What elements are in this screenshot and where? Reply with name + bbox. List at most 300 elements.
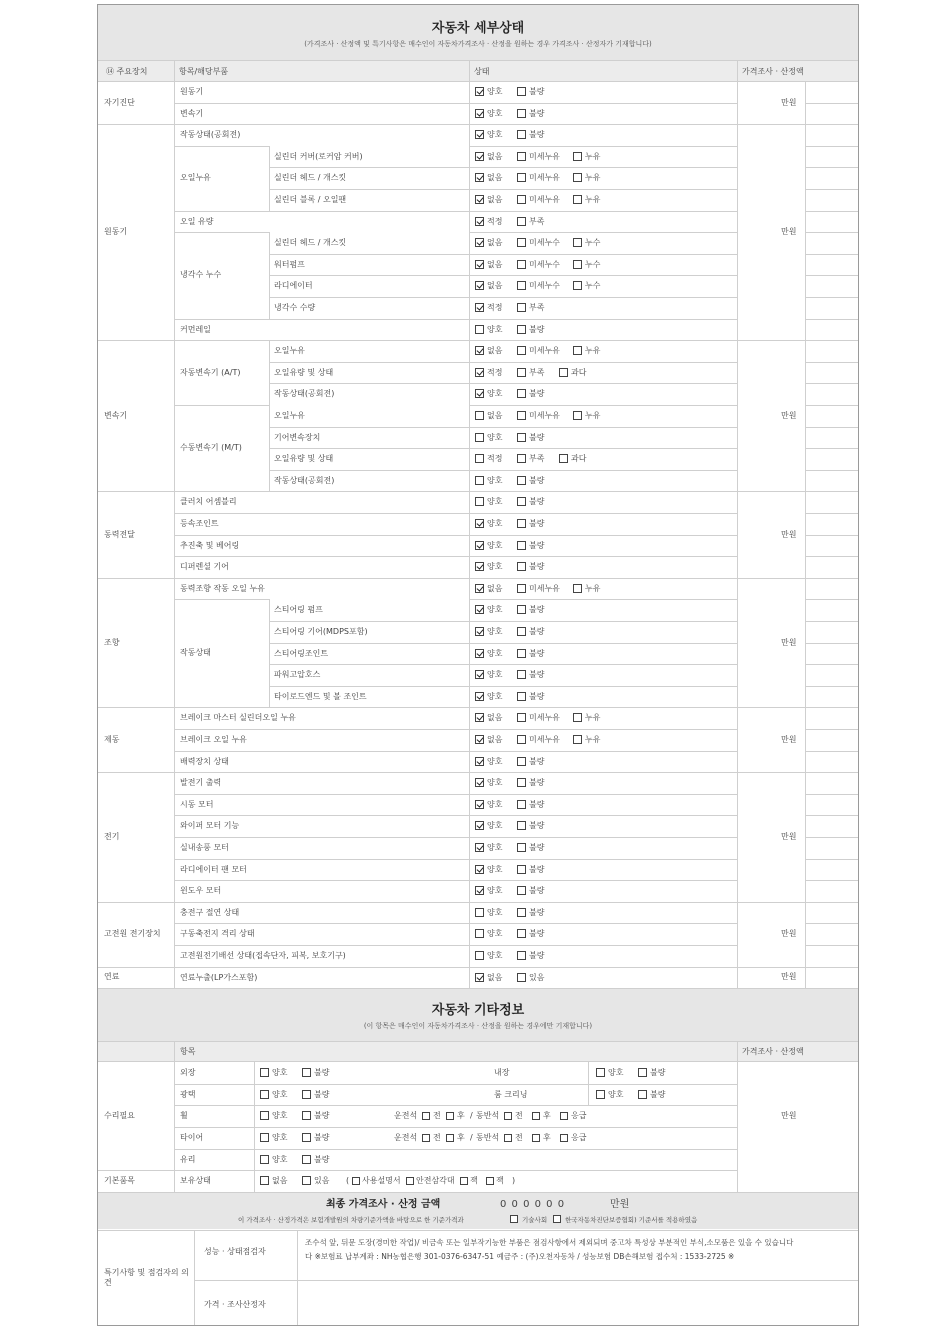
price-row-line <box>805 859 859 860</box>
option-label: 불량 <box>529 929 545 939</box>
checkbox-unchecked[interactable] <box>573 281 582 290</box>
checkbox-unchecked[interactable] <box>517 87 526 96</box>
sub-item-line <box>269 275 469 276</box>
option-label: 불량 <box>529 432 545 442</box>
etc-row-line <box>174 1105 737 1106</box>
sub-item-label: 라디에이터 <box>274 281 313 291</box>
basic-item-checkbox[interactable] <box>460 1177 468 1185</box>
etc-col-price: 가격조사 · 산정액 <box>742 1047 804 1057</box>
checkbox-unchecked[interactable] <box>475 454 484 463</box>
checkbox-checked[interactable] <box>475 800 484 809</box>
checkbox-checked[interactable] <box>475 152 484 161</box>
checkbox-unchecked[interactable] <box>517 411 526 420</box>
option-label: 없음 <box>487 151 503 161</box>
price-row-line <box>805 664 859 665</box>
inspector-label: 성능 · 상태점검자 <box>204 1246 266 1256</box>
item-label: 오일누유 <box>180 173 211 183</box>
price-row-line <box>805 427 859 428</box>
checkbox-unchecked[interactable] <box>517 130 526 139</box>
etc-title: 자동차 기타정보 <box>431 1003 525 1019</box>
checkbox-checked[interactable] <box>475 670 484 679</box>
checkbox-unchecked[interactable] <box>517 605 526 614</box>
price-row-line <box>805 448 859 449</box>
state-row-line <box>469 362 737 363</box>
item-group-line <box>174 923 469 924</box>
item-label: 시동 모터 <box>180 799 214 809</box>
sub-item-label: 오일누유 <box>274 411 305 420</box>
checkbox-checked[interactable] <box>475 238 484 247</box>
checkbox-unchecked[interactable] <box>517 260 526 269</box>
option-label: 양호 <box>487 648 503 658</box>
option-label: 미세누유 <box>529 735 560 744</box>
sub-item-label: 오일유량 및 상태 <box>274 454 334 464</box>
basic-item-checkbox[interactable] <box>352 1177 360 1185</box>
state-row-line <box>469 945 737 946</box>
checkbox-checked[interactable] <box>475 562 484 571</box>
state-row-line <box>469 448 737 449</box>
special-label: 특기사항 및 점검자의 의견 <box>104 1267 189 1287</box>
checkbox-unchecked[interactable] <box>573 238 582 247</box>
final-note-checkbox[interactable] <box>553 1215 561 1223</box>
state-row-line <box>469 664 737 665</box>
basic-item-label: 안전삼각대 <box>416 1176 455 1186</box>
state-row-line <box>469 729 737 730</box>
position-label: 동반석 <box>476 1111 500 1121</box>
price-row-line <box>805 643 859 644</box>
option-label: 불량 <box>314 1068 330 1078</box>
option-label: 부족 <box>529 367 545 377</box>
option-label: 양호 <box>487 87 503 96</box>
state-row-line <box>469 211 737 212</box>
checkbox-checked[interactable] <box>475 843 484 852</box>
checkbox-unchecked[interactable] <box>517 346 526 355</box>
checkbox-unchecked[interactable] <box>517 821 526 830</box>
checkbox-unchecked[interactable] <box>638 1068 647 1077</box>
state-row-line <box>469 751 737 752</box>
option-label: 불량 <box>529 627 545 636</box>
item-label: 연료누출(LP가스포함) <box>180 972 258 982</box>
option-label: 불량 <box>529 108 545 118</box>
etc-row-line <box>98 1170 737 1171</box>
checkbox-unchecked[interactable] <box>302 1176 311 1185</box>
option-label: 불량 <box>529 130 545 140</box>
checkbox-unchecked[interactable] <box>475 433 484 442</box>
option-label: 누수 <box>585 281 601 291</box>
checkbox-checked[interactable] <box>475 541 484 550</box>
checkbox-unchecked[interactable] <box>517 476 526 485</box>
position-checkbox[interactable] <box>422 1112 430 1120</box>
state-row-line <box>469 427 737 428</box>
final-note-opt2: 한국자동차진단보증협회) 기준서를 적용하였음 <box>565 1215 698 1224</box>
checkbox-checked[interactable] <box>475 281 484 290</box>
option-label: 양호 <box>272 1154 288 1164</box>
price-row-line <box>805 146 859 147</box>
checkbox-checked[interactable] <box>475 692 484 701</box>
page-subtitle: (가격조사 · 산정액 및 특기사항은 매수인이 자동차가격조사 · 산정을 원하는 경우 가격조사 · 산정자가 기재합니다) <box>304 40 652 48</box>
item-group-line <box>174 880 469 881</box>
checkbox-checked[interactable] <box>475 735 484 744</box>
checkbox-unchecked[interactable] <box>302 1090 311 1099</box>
sub-item-label: 실린더 블록 / 오일팬 <box>274 195 347 204</box>
option-label: 불량 <box>650 1068 666 1078</box>
special-sub-divider <box>297 1231 298 1325</box>
option-label: 누유 <box>585 173 601 183</box>
checkbox-checked[interactable] <box>475 821 484 830</box>
sub-item-line <box>269 643 469 644</box>
position-label: 후 <box>543 1133 551 1142</box>
checkbox-unchecked[interactable] <box>475 497 484 506</box>
state-row-line <box>469 880 737 881</box>
price-row-line <box>805 794 859 795</box>
checkbox-unchecked[interactable] <box>517 368 526 377</box>
state-row-line <box>469 621 737 622</box>
item-group-line <box>174 103 469 104</box>
checkbox-unchecked[interactable] <box>517 584 526 593</box>
checkbox-unchecked[interactable] <box>517 173 526 182</box>
checkbox-checked[interactable] <box>475 195 484 204</box>
sub-item-divider <box>269 146 270 211</box>
checkbox-unchecked[interactable] <box>260 1068 269 1077</box>
sub-item-line <box>269 189 469 190</box>
sub-item-label: 실린더 헤드 / 개스킷 <box>274 173 347 183</box>
option-label: 부족 <box>529 303 545 312</box>
position-checkbox[interactable] <box>560 1134 568 1142</box>
item-label: 와이퍼 모터 기능 <box>180 821 240 831</box>
item-group-line <box>174 945 469 946</box>
basic-item-checkbox[interactable] <box>486 1177 494 1185</box>
checkbox-unchecked[interactable] <box>475 908 484 917</box>
sub-item-label: 작동상태(공회전) <box>274 389 335 399</box>
checkbox-unchecked[interactable] <box>302 1133 311 1142</box>
section-label: 자기진단 <box>104 97 135 107</box>
checkbox-checked[interactable] <box>475 757 484 766</box>
option-label: 불량 <box>314 1154 330 1164</box>
sub-item-label: 타이로드엔드 및 볼 조인트 <box>274 691 367 701</box>
price-unit-label: 만원 <box>781 529 797 539</box>
checkbox-unchecked[interactable] <box>573 584 582 593</box>
checkbox-unchecked[interactable] <box>517 929 526 938</box>
checkbox-unchecked[interactable] <box>517 649 526 658</box>
price-row-line <box>805 923 859 924</box>
checkbox-checked[interactable] <box>475 973 484 982</box>
position-checkbox[interactable] <box>504 1134 512 1142</box>
position-checkbox[interactable] <box>446 1134 454 1142</box>
position-checkbox[interactable] <box>422 1134 430 1142</box>
option-label: 있음 <box>314 1176 330 1186</box>
position-checkbox[interactable] <box>504 1112 512 1120</box>
checkbox-unchecked[interactable] <box>517 757 526 766</box>
item-group-line <box>174 232 269 233</box>
checkbox-unchecked[interactable] <box>573 173 582 182</box>
price-row-line <box>805 232 859 233</box>
price-unit-label: 만원 <box>781 410 797 420</box>
option-label: 불량 <box>529 87 545 96</box>
checkbox-unchecked[interactable] <box>475 929 484 938</box>
checkbox-unchecked[interactable] <box>517 433 526 442</box>
item-label: 변속기 <box>180 108 204 118</box>
checkbox-unchecked[interactable] <box>517 973 526 982</box>
checkbox-checked[interactable] <box>475 886 484 895</box>
checkbox-checked[interactable] <box>475 130 484 139</box>
sub-item-line <box>269 448 469 449</box>
option-label: 적정 <box>487 216 503 226</box>
option-label: 양호 <box>272 1111 288 1121</box>
checkbox-checked[interactable] <box>475 584 484 593</box>
option-label: 과다 <box>571 367 587 377</box>
checkbox-unchecked[interactable] <box>517 627 526 636</box>
checkbox-unchecked[interactable] <box>517 670 526 679</box>
option-label: 불량 <box>529 843 545 852</box>
option-label: 불량 <box>529 389 545 399</box>
checkbox-unchecked[interactable] <box>573 152 582 161</box>
checkbox-unchecked[interactable] <box>573 713 582 722</box>
sub-item-label: 실린더 커버(로커암 커버) <box>274 151 363 161</box>
state-row-line <box>469 470 737 471</box>
option-label: 누수 <box>585 259 601 269</box>
checkbox-checked[interactable] <box>475 109 484 118</box>
section-label: 제동 <box>104 734 120 744</box>
etc-row-label: 외장 <box>180 1068 196 1078</box>
checkbox-checked[interactable] <box>475 303 484 312</box>
final-note-checkbox[interactable] <box>510 1215 518 1223</box>
checkbox-unchecked[interactable] <box>517 735 526 744</box>
checkbox-unchecked[interactable] <box>517 908 526 917</box>
option-label: 미세누유 <box>529 173 560 183</box>
checkbox-unchecked[interactable] <box>517 325 526 334</box>
option-label: 불량 <box>529 540 545 550</box>
checkbox-checked[interactable] <box>475 865 484 874</box>
checkbox-unchecked[interactable] <box>517 281 526 290</box>
item-label: 자동변속기 (A/T) <box>180 367 241 377</box>
checkbox-unchecked[interactable] <box>517 713 526 722</box>
item-group-line <box>174 815 469 816</box>
state-row-line <box>469 405 737 406</box>
checkbox-unchecked[interactable] <box>475 951 484 960</box>
option-label: 미세누수 <box>529 259 560 269</box>
price-row-line <box>805 535 859 536</box>
option-label: 없음 <box>487 713 503 723</box>
checkbox-unchecked[interactable] <box>302 1068 311 1077</box>
option-label: 양호 <box>487 799 503 809</box>
item-group-line <box>174 794 469 795</box>
state-row-line <box>469 794 737 795</box>
position-label: 응급 <box>571 1111 587 1121</box>
checkbox-checked[interactable] <box>475 519 484 528</box>
price-row-line <box>805 599 859 600</box>
state-row-line <box>469 643 737 644</box>
option-label: 불량 <box>529 778 545 788</box>
option-label: 없음 <box>272 1176 288 1186</box>
option-label: 미세누유 <box>529 346 560 356</box>
checkbox-checked[interactable] <box>475 713 484 722</box>
state-row-line <box>469 556 737 557</box>
state-row-line <box>469 167 737 168</box>
checkbox-unchecked[interactable] <box>573 411 582 420</box>
etc-row-label: 룸 크리닝 <box>494 1089 528 1099</box>
position-label: 후 <box>457 1111 465 1121</box>
checkbox-unchecked[interactable] <box>302 1111 311 1120</box>
position-checkbox[interactable] <box>446 1112 454 1120</box>
option-label: 양호 <box>487 864 503 874</box>
sub-item-label: 워터펌프 <box>274 259 305 269</box>
item-label: 브레이크 오일 누유 <box>180 735 247 744</box>
etc-group-label: 수리필요 <box>104 1111 135 1121</box>
checkbox-unchecked[interactable] <box>517 951 526 960</box>
checkbox-checked[interactable] <box>475 260 484 269</box>
checkbox-unchecked[interactable] <box>475 411 484 420</box>
checkbox-unchecked[interactable] <box>260 1090 269 1099</box>
option-label: 누유 <box>585 346 601 356</box>
checkbox-unchecked[interactable] <box>260 1176 269 1185</box>
item-group-line <box>174 837 469 838</box>
final-price-label: 최종 가격조사 · 산정 금액 <box>326 1198 441 1210</box>
item-label: 충전구 절연 상태 <box>180 907 240 917</box>
checkbox-unchecked[interactable] <box>596 1068 605 1077</box>
checkbox-unchecked[interactable] <box>573 260 582 269</box>
inspector-opinion-line1: 조수석 앞, 뒤문 도장(경미한 작업)/ 비금속 또는 일부작기능한 부품은 점검사항에서 제외되며 중고차 특성상 부분적인 부식,소모품은 있을 수 있습니다 <box>305 1237 794 1247</box>
checkbox-unchecked[interactable] <box>517 886 526 895</box>
option-label: 양호 <box>487 605 503 615</box>
price-unit-label: 만원 <box>781 637 797 647</box>
option-label: 있음 <box>529 972 545 982</box>
state-row-line <box>469 859 737 860</box>
option-label: 없음 <box>487 972 503 982</box>
checkbox-checked[interactable] <box>475 346 484 355</box>
header-price: 가격조사 · 산정액 <box>742 67 804 76</box>
checkbox-unchecked[interactable] <box>517 541 526 550</box>
checkbox-unchecked[interactable] <box>517 865 526 874</box>
item-label: 오일 유량 <box>180 216 214 226</box>
checkbox-checked[interactable] <box>475 87 484 96</box>
position-label: 전 <box>433 1111 441 1121</box>
sub-item-line <box>269 362 469 363</box>
item-group-line <box>174 859 469 860</box>
item-group-line <box>174 535 469 536</box>
sub-item-label: 작동상태(공회전) <box>274 475 335 485</box>
price-unit-label: 만원 <box>781 227 797 237</box>
checkbox-unchecked[interactable] <box>260 1133 269 1142</box>
checkbox-unchecked[interactable] <box>260 1111 269 1120</box>
option-label: 적정 <box>487 303 503 312</box>
checkbox-unchecked[interactable] <box>517 454 526 463</box>
checkbox-checked[interactable] <box>475 389 484 398</box>
etc-price-divider <box>737 1042 738 1192</box>
checkbox-unchecked[interactable] <box>638 1090 647 1099</box>
checkbox-checked[interactable] <box>475 649 484 658</box>
sub-item-label: 스티어링 펌프 <box>274 605 323 615</box>
option-label: 없음 <box>487 411 503 420</box>
final-note: 이 가격조사 · 산정가격은 보험개발원의 차량기준가액을 바탕으로 한 기준가격과 <box>238 1215 464 1224</box>
item-label: 디퍼렌셜 기어 <box>180 562 229 572</box>
position-checkbox[interactable] <box>532 1134 540 1142</box>
checkbox-unchecked[interactable] <box>559 368 568 377</box>
sub-item-divider <box>269 340 270 405</box>
checkbox-checked[interactable] <box>475 217 484 226</box>
price-row-line <box>805 751 859 752</box>
checkbox-unchecked[interactable] <box>517 843 526 852</box>
checkbox-unchecked[interactable] <box>517 109 526 118</box>
option-label: 불량 <box>650 1089 666 1099</box>
basic-item-checkbox[interactable] <box>406 1177 414 1185</box>
checkbox-checked[interactable] <box>475 173 484 182</box>
checkbox-unchecked[interactable] <box>475 325 484 334</box>
price-row-line <box>805 103 859 104</box>
checkbox-checked[interactable] <box>475 605 484 614</box>
checkbox-unchecked[interactable] <box>573 735 582 744</box>
sub-item-line <box>269 686 469 687</box>
item-label: 클러치 어셈블리 <box>180 497 237 507</box>
option-label: 미세누수 <box>529 238 560 248</box>
price-unit-label: 만원 <box>781 832 797 841</box>
item-label: 라디에이터 팬 모터 <box>180 864 247 874</box>
option-label: 미세누유 <box>529 411 560 420</box>
state-row-line <box>469 254 737 255</box>
checkbox-unchecked[interactable] <box>302 1155 311 1164</box>
checkbox-checked[interactable] <box>475 627 484 636</box>
checkbox-unchecked[interactable] <box>517 152 526 161</box>
option-label: 적정 <box>487 454 503 464</box>
option-label: 미세누수 <box>529 281 560 291</box>
etc-row-line <box>174 1149 737 1150</box>
price-row-line <box>805 254 859 255</box>
item-label: 윈도우 모터 <box>180 886 222 896</box>
checkbox-unchecked[interactable] <box>596 1090 605 1099</box>
option-label: 불량 <box>529 886 545 896</box>
option-label: 양호 <box>272 1068 288 1078</box>
sub-item-label: 실린더 헤드 / 개스킷 <box>274 238 347 248</box>
checkbox-checked[interactable] <box>475 778 484 787</box>
checkbox-unchecked[interactable] <box>517 778 526 787</box>
checkbox-unchecked[interactable] <box>517 692 526 701</box>
checkbox-checked[interactable] <box>475 368 484 377</box>
checkbox-unchecked[interactable] <box>475 476 484 485</box>
option-label: 불량 <box>529 475 545 485</box>
checkbox-unchecked[interactable] <box>517 303 526 312</box>
checkbox-unchecked[interactable] <box>517 195 526 204</box>
position-label: 후 <box>543 1111 551 1121</box>
option-label: 양호 <box>272 1089 288 1099</box>
option-label: 양호 <box>608 1068 624 1078</box>
option-label: 누유 <box>585 583 601 593</box>
position-checkbox[interactable] <box>560 1112 568 1120</box>
checkbox-unchecked[interactable] <box>517 238 526 247</box>
header-item: 항목/해당부품 <box>179 67 229 76</box>
checkbox-unchecked[interactable] <box>517 562 526 571</box>
checkbox-unchecked[interactable] <box>517 800 526 809</box>
position-checkbox[interactable] <box>532 1112 540 1120</box>
option-label: 누유 <box>585 195 601 204</box>
checkbox-unchecked[interactable] <box>559 454 568 463</box>
checkbox-unchecked[interactable] <box>517 497 526 506</box>
section-divider <box>98 124 859 125</box>
option-label: 불량 <box>529 907 545 917</box>
header-bottom-line <box>98 81 859 82</box>
option-label: 불량 <box>529 951 545 960</box>
checkbox-unchecked[interactable] <box>517 519 526 528</box>
checkbox-unchecked[interactable] <box>517 389 526 398</box>
section-divider <box>98 491 859 492</box>
checkbox-unchecked[interactable] <box>573 195 582 204</box>
item-label: 발전기 출력 <box>180 778 222 788</box>
checkbox-unchecked[interactable] <box>573 346 582 355</box>
price-column-divider <box>737 61 738 988</box>
item-group-line <box>174 751 469 752</box>
sub-item-line <box>269 427 469 428</box>
appraiser-label: 가격 · 조사산정자 <box>204 1299 266 1309</box>
checkbox-unchecked[interactable] <box>260 1155 269 1164</box>
etc-row-line <box>174 1127 737 1128</box>
checkbox-unchecked[interactable] <box>517 217 526 226</box>
